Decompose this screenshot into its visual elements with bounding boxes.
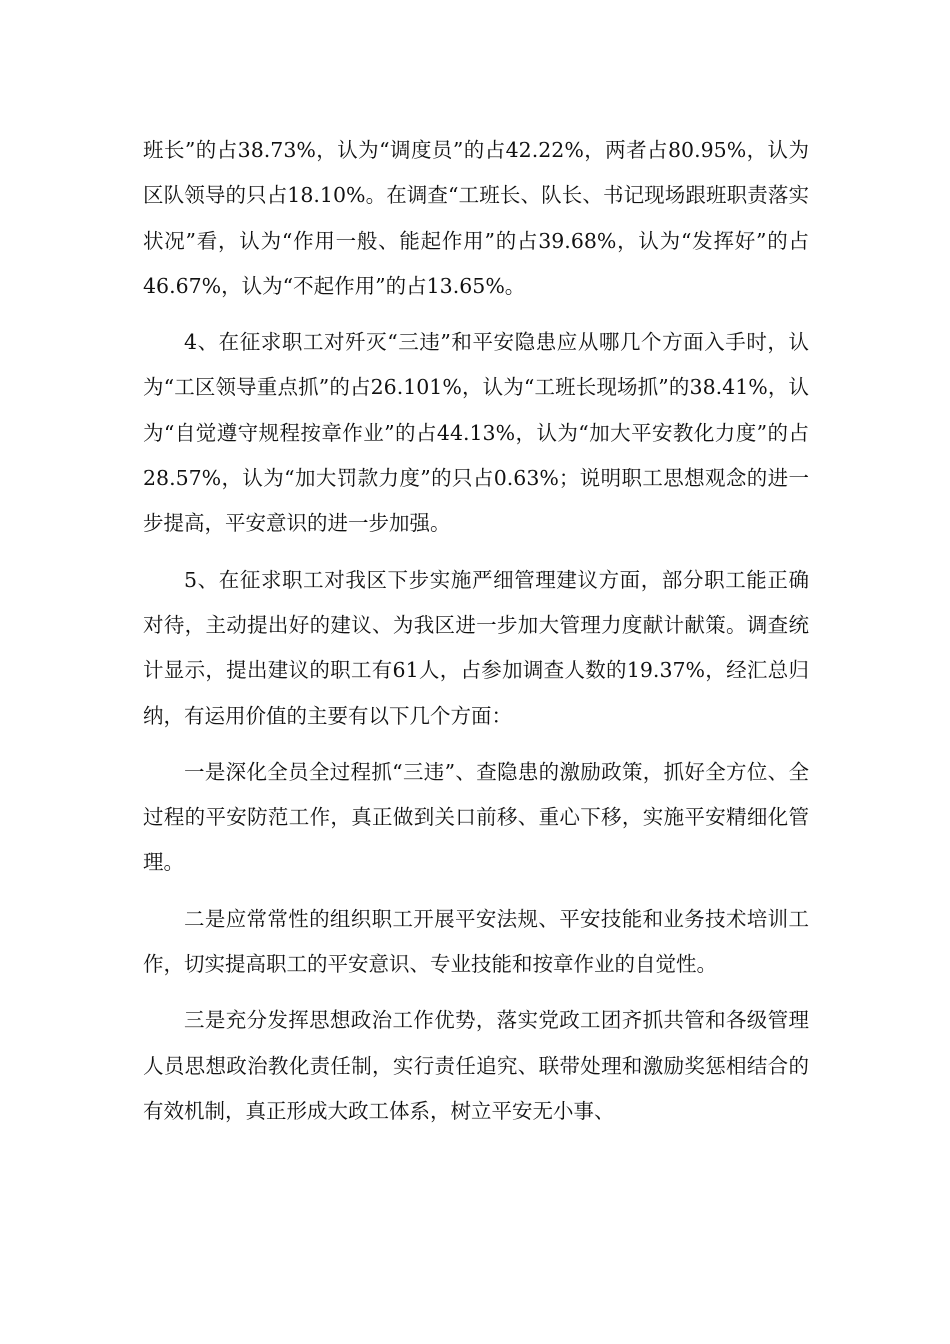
paragraph-point-2: 二是应常常性的组织职工开展平安法规、平安技能和业务技术培训工作，切实提高职工的平安意识、专业技能和按章作业的自觉性。 (143, 906, 809, 977)
paragraph-item-5: 5、在征求职工对我区下步实施严细管理建议方面，部分职工能正确对待，主动提出好的建议、为我区进一步加大管理力度献计献策。调查统计显示，提出建议的职工有61人，占参加调查人数的19.37%，经汇总归纳，有运用价值的主要有以下几个方面： (143, 567, 809, 728)
paragraph-continued: 班长”的占38.73%，认为“调度员”的占42.22%，两者占80.95%，认为区队领导的只占18.10%。在调查“工班长、队长、书记现场跟班职责落实状况”看，认为“作用一般、能起作用”的占39.68%，认为“发挥好”的占46.67%，认为“不起作用”的占13.65%。 (143, 138, 809, 298)
document-body (143, 128, 809, 1145)
paragraph-point-1: 一是深化全员全过程抓“三违”、查隐患的激励政策，抓好全方位、全过程的平安防范工作，真正做到关口前移、重心下移，实施平安精细化管理。 (143, 759, 809, 875)
paragraph-point-3: 三是充分发挥思想政治工作优势，落实党政工团齐抓共管和各级管理人员思想政治教化责任制，实行责任追究、联带处理和激励奖惩相结合的有效机制，真正形成大政工体系，树立平安无小事、 (143, 1008, 809, 1123)
paragraph-item-4: 4、在征求职工对歼灭“三违”和平安隐患应从哪几个方面入手时，认为“工区领导重点抓”的占26.101%，认为“工班长现场抓”的38.41%，认为“自觉遵守规程按章作业”的占44.13%，认为“加大平安教化力度”的占28.57%，认为“加大罚款力度”的只占0.63%；说明职工思想观念的进一步提高，平安意识的进一步加强。 (143, 330, 809, 536)
